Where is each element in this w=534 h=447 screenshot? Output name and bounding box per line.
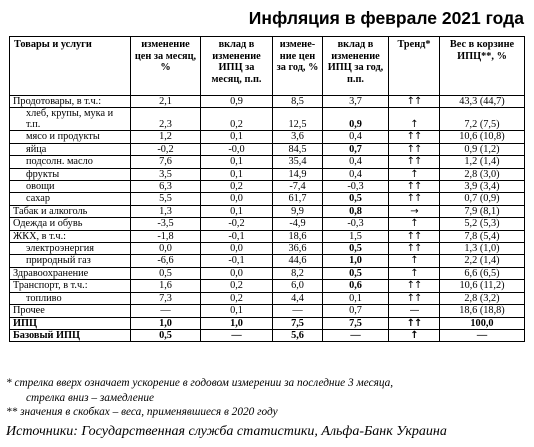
month-contribution-cell: —	[201, 329, 273, 341]
trend-arrow-cell: ↑↑	[389, 243, 440, 255]
header-row	[10, 37, 525, 96]
year-contribution-cell: 0,5	[323, 193, 389, 205]
month-change-cell: —	[131, 305, 201, 317]
year-change-cell: 8,2	[273, 267, 323, 279]
footnote-trend-down: стрелка вниз – замедление	[26, 391, 155, 404]
month-contribution-cell: 0,0	[201, 267, 273, 279]
table-row	[10, 218, 525, 230]
weight-cell: 43,3 (44,7)	[440, 96, 525, 108]
item-name-cell: Здравоохранение	[10, 267, 131, 279]
year-contribution-cell: 0,7	[323, 305, 389, 317]
weight-cell: 1,2 (1,4)	[440, 156, 525, 168]
year-change-cell: 44,6	[273, 255, 323, 267]
weight-cell: 0,7 (0,9)	[440, 193, 525, 205]
year-change-cell: 7,5	[273, 317, 323, 329]
weight-cell: 100,0	[440, 317, 525, 329]
weight-cell: —	[440, 329, 525, 341]
weight-cell: 18,6 (18,8)	[440, 305, 525, 317]
month-change-cell: -3,5	[131, 218, 201, 230]
month-contribution-cell: 0,0	[201, 193, 273, 205]
page-title: Инфляция в феврале 2021 года	[248, 8, 524, 28]
item-name-cell: природный газ	[10, 255, 131, 267]
year-change-cell: 35,4	[273, 156, 323, 168]
month-change-cell: 1,6	[131, 280, 201, 292]
table-row	[10, 280, 525, 292]
trend-arrow-cell: ↑↑	[389, 131, 440, 143]
year-change-cell: 36,6	[273, 243, 323, 255]
item-name-cell: ИПЦ	[10, 317, 131, 329]
year-change-cell: 3,6	[273, 131, 323, 143]
item-name-cell: фрукты	[10, 168, 131, 180]
weight-cell: 10,6 (11,2)	[440, 280, 525, 292]
table-row	[10, 168, 525, 180]
item-name-cell: подсолн. масло	[10, 156, 131, 168]
weight-cell: 7,9 (8,1)	[440, 205, 525, 217]
year-contribution-cell: -0,3	[323, 181, 389, 193]
month-change-cell: -1,8	[131, 230, 201, 242]
trend-arrow-cell: ↑↑	[389, 143, 440, 155]
month-change-cell: -6,6	[131, 255, 201, 267]
trend-arrow-cell: ↑	[389, 218, 440, 230]
month-contribution-cell: 0,9	[201, 96, 273, 108]
table-row	[10, 255, 525, 267]
year-change-cell: 8,5	[273, 96, 323, 108]
month-contribution-cell: 0,1	[201, 131, 273, 143]
month-change-cell: 2,1	[131, 96, 201, 108]
item-name-cell: Транспорт, в т.ч.:	[10, 280, 131, 292]
year-contribution-cell: 3,7	[323, 96, 389, 108]
year-change-cell: 14,9	[273, 168, 323, 180]
table-row	[10, 317, 525, 329]
year-change-cell: 61,7	[273, 193, 323, 205]
weight-cell: 10,6 (10,8)	[440, 131, 525, 143]
year-contribution-cell: 0,4	[323, 156, 389, 168]
month-change-cell: 1,2	[131, 131, 201, 143]
weight-cell: 3,9 (3,4)	[440, 181, 525, 193]
item-name-cell: Продотовары, в т.ч.:	[10, 96, 131, 108]
table-row	[10, 267, 525, 279]
item-name-cell: Одежда и обувь	[10, 218, 131, 230]
footnote-weights: ** значения в скобках – веса, применявшиеся в 2020 году	[6, 406, 278, 419]
item-name-cell: ЖКХ, в т.ч.:	[10, 230, 131, 242]
weight-cell: 2,8 (3,0)	[440, 168, 525, 180]
table-row	[10, 108, 525, 131]
weight-cell: 0,9 (1,2)	[440, 143, 525, 155]
month-contribution-cell: 0,2	[201, 292, 273, 304]
month-contribution-cell: 0,1	[201, 168, 273, 180]
item-name-cell: мясо и продукты	[10, 131, 131, 143]
table-row	[10, 143, 525, 155]
header-month-contribution: вклад в изменение ИПЦ за месяц, п.п.	[201, 37, 273, 96]
item-name-cell: топливо	[10, 292, 131, 304]
month-contribution-cell: 0,2	[201, 280, 273, 292]
inflation-table	[9, 36, 525, 342]
month-contribution-cell: -0,1	[201, 230, 273, 242]
table-row	[10, 305, 525, 317]
trend-arrow-cell: ↑	[389, 267, 440, 279]
year-change-cell: -4,9	[273, 218, 323, 230]
item-name-cell: яйца	[10, 143, 131, 155]
trend-arrow-cell: ↑↑	[389, 292, 440, 304]
item-name-cell: сахар	[10, 193, 131, 205]
weight-cell: 5,2 (5,3)	[440, 218, 525, 230]
month-change-cell: 2,3	[131, 108, 201, 131]
month-contribution-cell: 0,1	[201, 156, 273, 168]
trend-arrow-cell: ↑	[389, 255, 440, 267]
year-contribution-cell: 0,9	[323, 108, 389, 131]
month-change-cell: 0,5	[131, 267, 201, 279]
month-contribution-cell: 1,0	[201, 317, 273, 329]
month-change-cell: 1,3	[131, 205, 201, 217]
table-row	[10, 131, 525, 143]
table-row	[10, 292, 525, 304]
item-name-cell: Прочее	[10, 305, 131, 317]
trend-arrow-cell: ↑↑	[389, 96, 440, 108]
trend-arrow-cell: ↑	[389, 168, 440, 180]
trend-arrow-cell: —	[389, 305, 440, 317]
footnotes	[6, 376, 393, 420]
year-change-cell: 84,5	[273, 143, 323, 155]
year-contribution-cell: 0,5	[323, 243, 389, 255]
header-month-change: изменение цен за месяц, %	[131, 37, 201, 96]
table-body	[10, 96, 525, 342]
year-change-cell: 12,5	[273, 108, 323, 131]
year-contribution-cell: 1,0	[323, 255, 389, 267]
month-change-cell: 1,0	[131, 317, 201, 329]
year-contribution-cell: 0,4	[323, 168, 389, 180]
month-contribution-cell: 0,1	[201, 205, 273, 217]
weight-cell: 7,2 (7,5)	[440, 108, 525, 131]
month-contribution-cell: 0,2	[201, 108, 273, 131]
year-change-cell: 4,4	[273, 292, 323, 304]
month-contribution-cell: -0,1	[201, 255, 273, 267]
year-change-cell: 6,0	[273, 280, 323, 292]
footnote-trend: * стрелка вверх означает ускорение в годовом измерении за последние 3 месяца,	[6, 377, 394, 389]
year-contribution-cell: —	[323, 329, 389, 341]
table-row	[10, 156, 525, 168]
year-change-cell: 9,9	[273, 205, 323, 217]
year-contribution-cell: 0,8	[323, 205, 389, 217]
year-contribution-cell: -0,3	[323, 218, 389, 230]
month-contribution-cell: 0,2	[201, 181, 273, 193]
year-contribution-cell: 0,5	[323, 267, 389, 279]
header-year-contribution: вклад в изменение ИПЦ за год, п.п.	[323, 37, 389, 96]
year-change-cell: -7,4	[273, 181, 323, 193]
header-weight: Вес в корзине ИПЦ**, %	[440, 37, 525, 96]
weight-cell: 6,6 (6,5)	[440, 267, 525, 279]
month-change-cell: 5,5	[131, 193, 201, 205]
table-row	[10, 96, 525, 108]
month-change-cell: 3,5	[131, 168, 201, 180]
trend-arrow-cell: ↑↑	[389, 280, 440, 292]
month-change-cell: -0,2	[131, 143, 201, 155]
year-change-cell: 18,6	[273, 230, 323, 242]
weight-cell: 7,8 (5,4)	[440, 230, 525, 242]
month-contribution-cell: 0,1	[201, 305, 273, 317]
table-row	[10, 205, 525, 217]
header-trend: Тренд*	[389, 37, 440, 96]
item-name-cell: хлеб, крупы, мука и т.п.	[10, 108, 131, 131]
table-row	[10, 193, 525, 205]
item-name-cell: Базовый ИПЦ	[10, 329, 131, 341]
item-name-cell: овощи	[10, 181, 131, 193]
month-contribution-cell: 0,0	[201, 243, 273, 255]
year-contribution-cell: 0,4	[323, 131, 389, 143]
month-contribution-cell: -0,2	[201, 218, 273, 230]
item-name-cell: электроэнергия	[10, 243, 131, 255]
trend-arrow-cell: ↑↑	[389, 230, 440, 242]
header-goods: Товары и услуги	[10, 37, 131, 96]
weight-cell: 2,2 (1,4)	[440, 255, 525, 267]
item-name-cell: Табак и алкоголь	[10, 205, 131, 217]
year-change-cell: 5,6	[273, 329, 323, 341]
weight-cell: 2,8 (3,2)	[440, 292, 525, 304]
month-change-cell: 7,6	[131, 156, 201, 168]
year-contribution-cell: 1,5	[323, 230, 389, 242]
month-change-cell: 6,3	[131, 181, 201, 193]
table-row	[10, 329, 525, 341]
trend-arrow-cell: ↑	[389, 329, 440, 341]
weight-cell: 1,3 (1,0)	[440, 243, 525, 255]
table-row	[10, 181, 525, 193]
header-year-change: измене-ние цен за год, %	[273, 37, 323, 96]
trend-arrow-cell: ↑↑	[389, 193, 440, 205]
table-row	[10, 243, 525, 255]
table-row	[10, 230, 525, 242]
trend-arrow-cell: →	[389, 205, 440, 217]
trend-arrow-cell: ↑↑	[389, 156, 440, 168]
month-change-cell: 0,5	[131, 329, 201, 341]
month-change-cell: 0,0	[131, 243, 201, 255]
year-contribution-cell: 0,7	[323, 143, 389, 155]
source-note: Источники: Государственная служба статистики, Альфа-Банк Украина	[6, 424, 447, 439]
month-contribution-cell: -0,0	[201, 143, 273, 155]
year-contribution-cell: 7,5	[323, 317, 389, 329]
year-contribution-cell: 0,6	[323, 280, 389, 292]
trend-arrow-cell: ↑↑	[389, 181, 440, 193]
year-contribution-cell: 0,1	[323, 292, 389, 304]
year-change-cell: —	[273, 305, 323, 317]
month-change-cell: 7,3	[131, 292, 201, 304]
trend-arrow-cell: ↑↑	[389, 317, 440, 329]
trend-arrow-cell: ↑	[389, 108, 440, 131]
